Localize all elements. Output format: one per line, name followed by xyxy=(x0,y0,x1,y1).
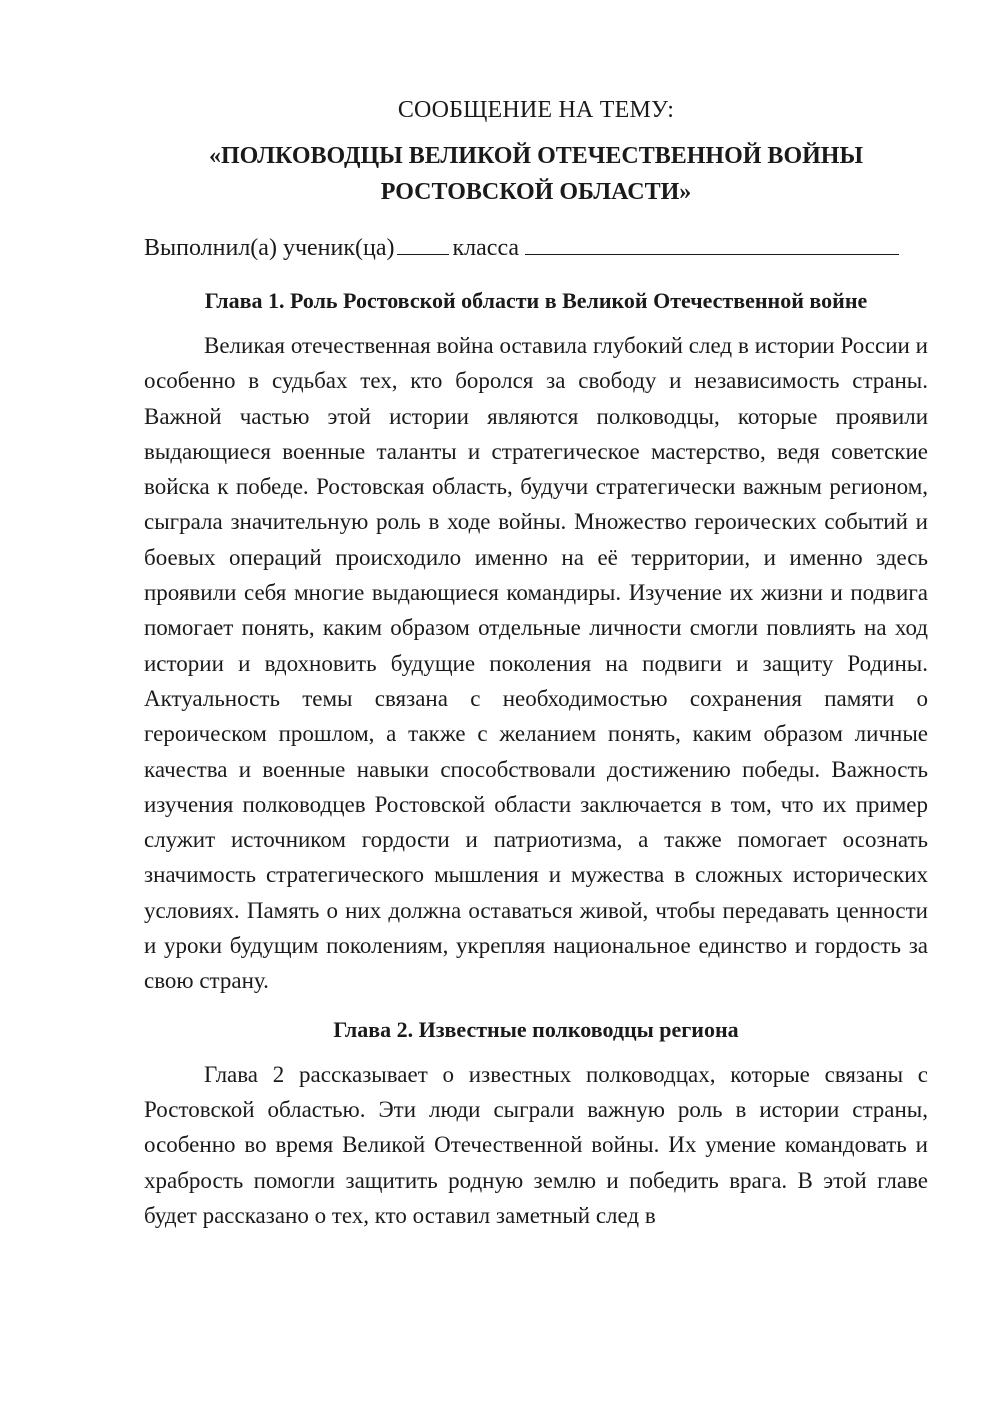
document-title: «ПОЛКОВОДЦЫ ВЕЛИКОЙ ОТЕЧЕСТВЕННОЙ ВОЙНЫ РОСТОВСКОЙ ОБЛАСТИ» xyxy=(208,143,864,205)
student-name-blank xyxy=(525,230,899,255)
document-body xyxy=(144,92,928,1233)
chapter-1-heading: Глава 1. Роль Ростовской области в Великой Отечественной войне xyxy=(204,288,868,313)
chapter-1-paragraph: Великая отечественная война оставила глубокий след в истории России и особенно в судьбах тех, кто боролся за свободу и независимость страны. Важной частью этой истории являются полководцы, которые проявили выдающиеся военные таланты и стратегическое мастерство, ведя советские войска к победе. Ростовская область, будучи стратегически важным регионом, сыграла значительную роль в ходе войны. Множество героических событий и боевых операций происходило именно на её территории, и именно здесь проявили себя многие выдающиеся командиры. Изучение их жизни и подвига помогает понять, каким образом отдельные личности смогли повлиять на ход истории и вдохновить будущие поколения на подвиги и защиту Родины. Актуальность темы связана с необходимостью сохранения памяти о героическом прошлом, а также с желанием понять, каким образом личные качества и военные навыки способствовали достижению победы. Важность изучения полководцев Ростовской области заключается в том, что их пример служит источником гордости и патриотизма, а также помогает осознать значимость стратегического мышления и мужества в сложных исторических условиях. Память о них должна оставаться живой, чтобы передавать ценности и уроки будущим поколениям, укрепляя национальное единство и гордость за свою страну. xyxy=(144,333,928,994)
chapter-2-heading: Глава 2. Известные полководцы региона xyxy=(333,1016,739,1042)
author-line xyxy=(144,230,928,266)
author-prefix: Выполнил(а) ученик(ца) xyxy=(144,235,395,261)
author-class-label: класса xyxy=(452,235,520,261)
chapter-2-paragraph: Глава 2 рассказывает о известных полководцах, которые связаны с Ростовской областью. Эти люди сыграли важную роль в истории страны, особенно во время Великой Отечественной войны. Их умение командовать и храбрость помогли защитить родную землю и победить врага. В этой главе будет рассказано о тех, кто оставил заметный след в xyxy=(144,1061,928,1228)
subject-line: СООБЩЕНИЕ НА ТЕМУ: xyxy=(397,97,675,123)
class-number-blank xyxy=(397,230,449,255)
